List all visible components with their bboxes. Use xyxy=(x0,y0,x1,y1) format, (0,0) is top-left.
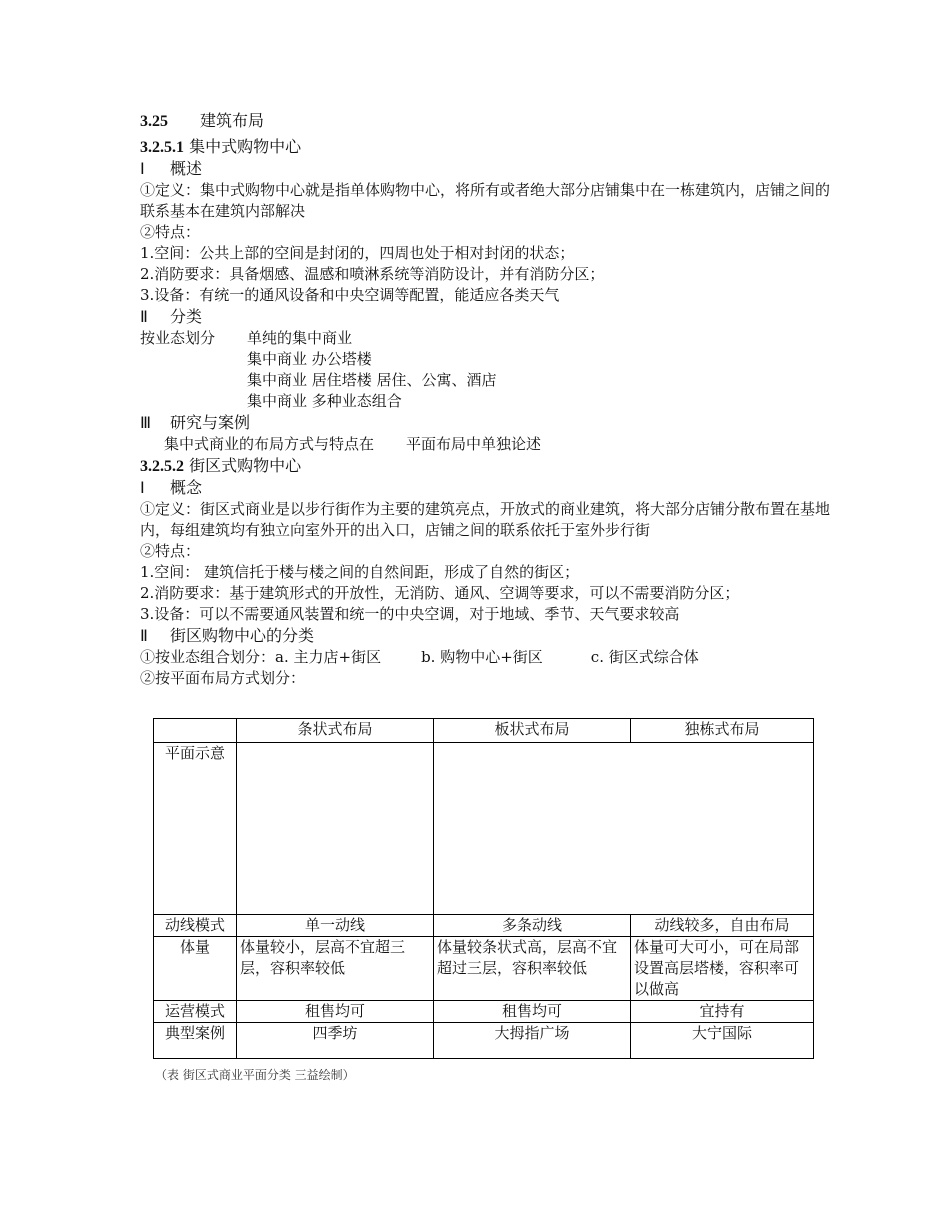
classification-item-1: 单纯的集中商业 xyxy=(247,329,353,347)
section1-part3-heading xyxy=(140,412,830,434)
classification-label: 按业态划分 xyxy=(140,329,216,347)
row-label-case: 典型案例 xyxy=(154,1023,237,1059)
section1-part2-roman: Ⅱ xyxy=(140,309,148,326)
section1-feature-3: 3.设备：有统一的通风设备和中央空调等配置，能适应各类天气 xyxy=(140,286,560,304)
volume-standalone: 体量可大可小，可在局部设置高层塔楼，容积率可以做高 xyxy=(631,937,814,1001)
flow-slab: 多条动线 xyxy=(434,915,631,937)
table-header-row xyxy=(154,719,814,743)
case-standalone: 大宁国际 xyxy=(631,1023,814,1059)
table-row xyxy=(154,915,814,937)
section2-definition: ①定义：街区式商业是以步行街作为主要的建筑亮点，开放式的商业建筑，将大部分店铺分散布置在基地内，每组建筑均有独立向室外开的出入口，店铺之间的联系依托于室外步行街 xyxy=(140,500,831,539)
classification-item-4: 集中商业 多种业态组合 xyxy=(247,392,402,410)
section2-part2-roman: Ⅱ xyxy=(140,628,148,645)
classification-item-2: 集中商业 办公塔楼 xyxy=(247,350,372,368)
table-row xyxy=(154,1001,814,1023)
section2-part1-heading xyxy=(140,477,830,499)
table-row xyxy=(154,1023,814,1059)
by-plan-label: ②按平面布局方式划分： xyxy=(140,669,306,687)
table-row xyxy=(154,937,814,1001)
by-format-a: a. 主力店+街区 xyxy=(275,648,382,666)
by-format-b: b. 购物中心+街区 xyxy=(421,648,543,666)
table-header-strip: 条状式布局 xyxy=(237,719,434,743)
volume-slab: 体量较条状式高，层高不宜超过三层，容积率较低 xyxy=(434,937,631,1001)
section1-part2-heading xyxy=(140,306,830,328)
section1-part3-title: 研究与案例 xyxy=(170,413,251,432)
table-row xyxy=(154,743,814,915)
section1-part1-heading xyxy=(140,158,830,180)
section1-part2-title: 分类 xyxy=(170,307,203,326)
classification-item-3: 集中商业 居住塔楼 居住、公寓、酒店 xyxy=(247,371,497,389)
row-label-plan: 平面示意 xyxy=(154,743,237,915)
ops-strip: 租售均可 xyxy=(237,1001,434,1023)
section2-heading xyxy=(140,455,830,477)
research-note-b: 平面布局中单独论述 xyxy=(406,435,542,453)
case-strip: 四季坊 xyxy=(237,1023,434,1059)
section2-feature-1: 1.空间： 建筑信托于楼与楼之间的自然间距，形成了自然的街区； xyxy=(140,563,580,581)
section1-part1-roman: Ⅰ xyxy=(140,161,145,178)
section1-features-label: ②特点： xyxy=(140,223,201,241)
section2-features-label: ②特点： xyxy=(140,542,201,560)
section2-part1-title: 概念 xyxy=(170,478,203,497)
volume-strip: 体量较小，层高不宜超三层，容积率较低 xyxy=(237,937,434,1001)
section1-part3-roman: Ⅲ xyxy=(140,415,152,432)
section2-feature-2: 2.消防要求：基于建筑形式的开放性，无消防、通风、空调等要求，可以不需要消防分区； xyxy=(140,584,740,602)
section1-number: 3.2.5.1 xyxy=(140,139,184,156)
table-header-corner xyxy=(154,719,237,743)
section2-part1-roman: Ⅰ xyxy=(140,480,145,497)
layout-classification-table xyxy=(153,718,814,1059)
case-slab: 大拇指广场 xyxy=(434,1023,631,1059)
by-format-row xyxy=(140,647,830,668)
section2-part2-heading xyxy=(140,625,830,647)
research-note xyxy=(140,434,830,455)
section1-feature-2: 2.消防要求：具备烟感、温感和喷淋系统等消防设计，并有消防分区； xyxy=(140,265,605,283)
section2-number: 3.2.5.2 xyxy=(140,458,184,475)
flow-strip: 单一动线 xyxy=(237,915,434,937)
section2-title: 街区式购物中心 xyxy=(189,456,302,475)
heading-main-number: 3.25 xyxy=(140,113,168,130)
section1-part1-title: 概述 xyxy=(170,159,203,178)
row-label-flow: 动线模式 xyxy=(154,915,237,937)
section2-part2-title: 街区购物中心的分类 xyxy=(170,626,315,645)
table-caption: （表 街区式商业平面分类 三益绘制） xyxy=(155,1068,355,1082)
plan-diagram-slab-standalone xyxy=(434,743,814,915)
heading-main xyxy=(140,110,830,132)
plan-diagram-strip xyxy=(237,743,434,915)
research-note-a: 集中式商业的布局方式与特点在 xyxy=(164,435,375,453)
row-label-ops: 运营模式 xyxy=(154,1001,237,1023)
ops-standalone: 宜持有 xyxy=(631,1001,814,1023)
table-header-slab: 板状式布局 xyxy=(434,719,631,743)
ops-slab: 租售均可 xyxy=(434,1001,631,1023)
by-format-label: ①按业态组合划分： xyxy=(140,648,276,666)
section1-feature-1: 1.空间：公共上部的空间是封闭的，四周也处于相对封闭的状态； xyxy=(140,244,575,262)
section1-heading xyxy=(140,136,830,158)
section1-title: 集中式购物中心 xyxy=(189,137,302,156)
classification-row-1 xyxy=(140,328,830,349)
section2-feature-3: 3.设备：可以不需要通风装置和统一的中央空调，对于地域、季节、天气要求较高 xyxy=(140,605,680,623)
heading-main-title: 建筑布局 xyxy=(200,111,265,130)
flow-standalone: 动线较多，自由布局 xyxy=(631,915,814,937)
row-label-volume: 体量 xyxy=(154,937,237,1001)
table-header-standalone: 独栋式布局 xyxy=(631,719,814,743)
section1-definition: ①定义：集中式购物中心就是指单体购物中心，将所有或者绝大部分店铺集中在一栋建筑内，店铺之间的联系基本在建筑内部解决 xyxy=(140,181,831,220)
document-body xyxy=(140,110,830,689)
by-format-c: c. 街区式综合体 xyxy=(590,648,699,666)
